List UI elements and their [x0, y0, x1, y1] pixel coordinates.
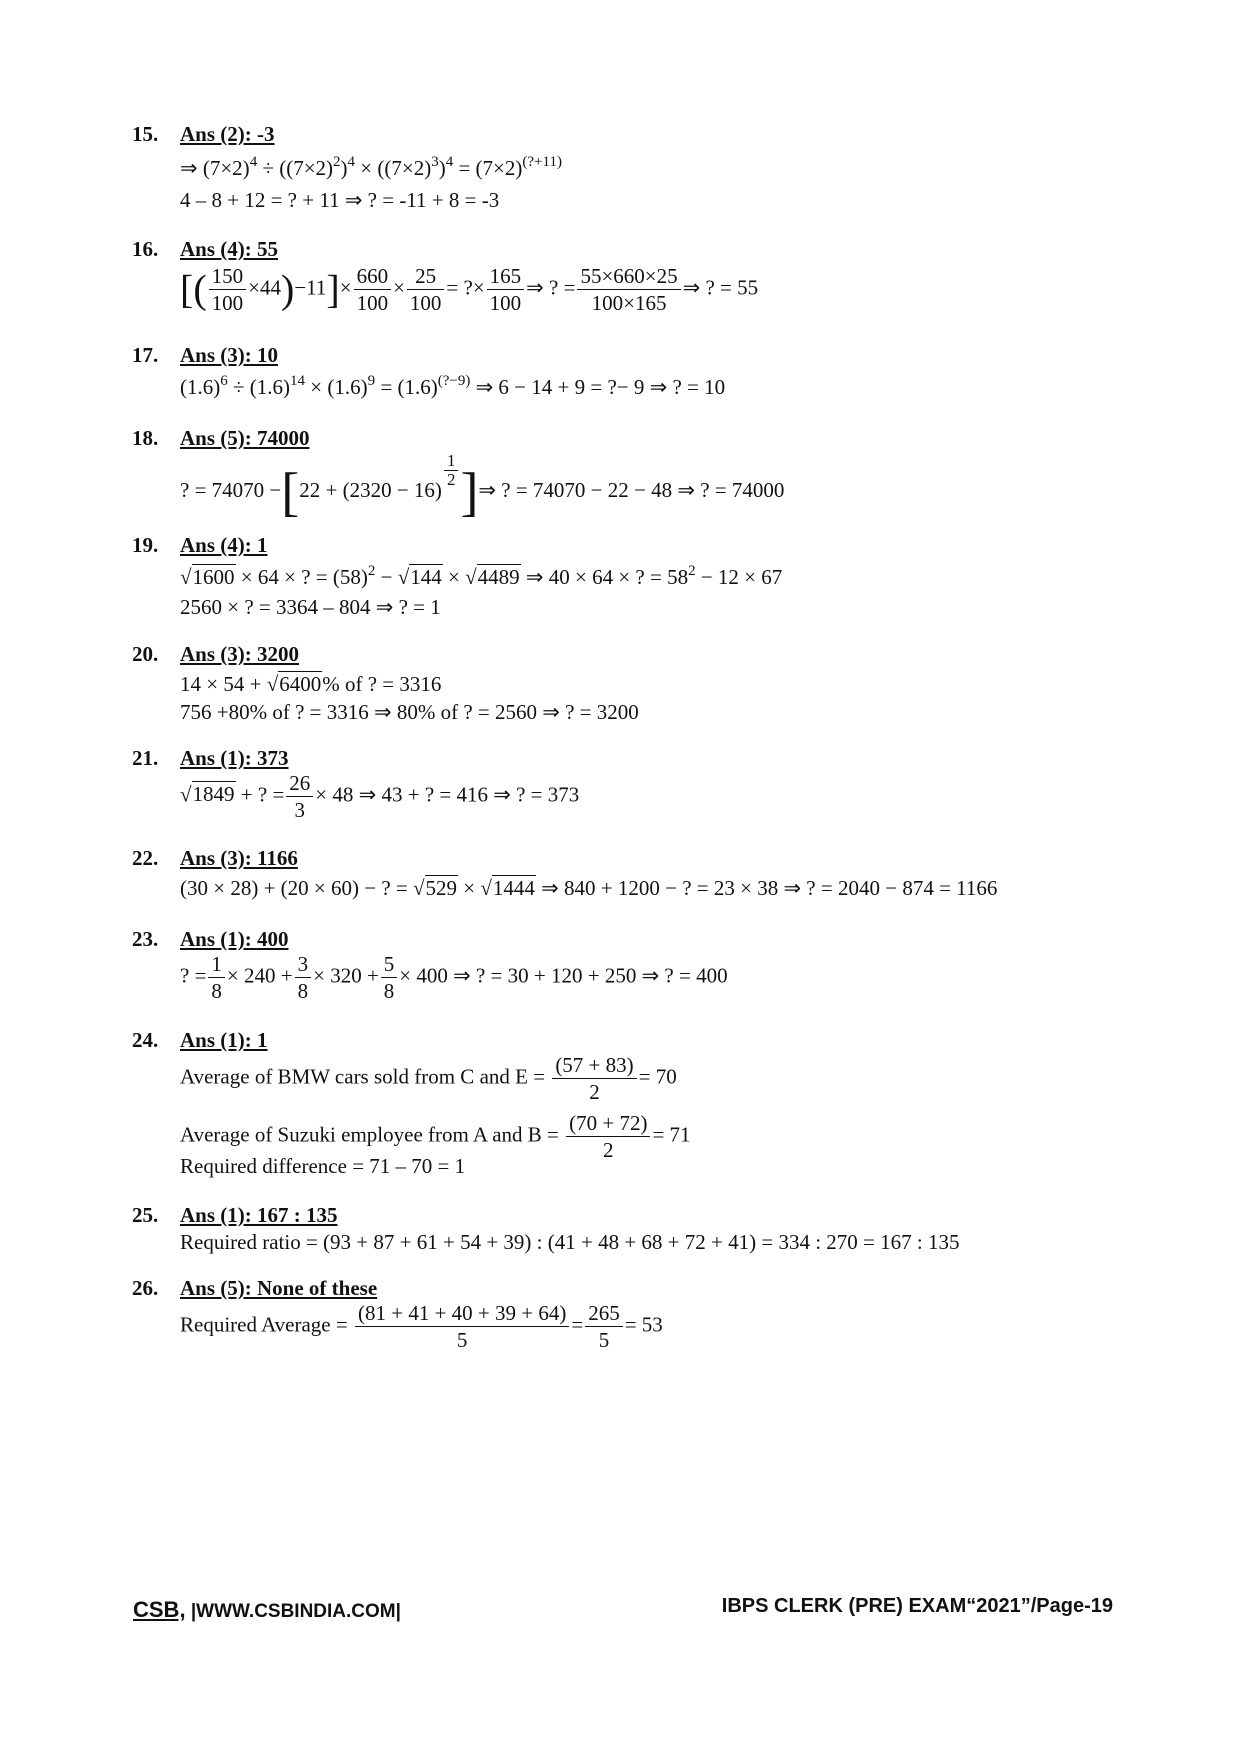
footer-exam-title: IBPS CLERK (PRE) EXAM“2021”/Page-19 — [721, 1595, 1113, 1617]
answer-heading: Ans (1): 373 — [180, 746, 289, 770]
question-number: 16. — [132, 237, 159, 261]
solution-line-1: Average of BMW cars sold from C and E = $\frac{(57 + 83)}{2}$ = 70 — [180, 1053, 677, 1104]
solution-line-1: $(1.6)^6 \div (1.6)^{14} \times (1.6)^9 = (1.6)^{(?-9)}$ ⇒ 6 − 14 + 9 = ?− 9 ⇒ ? = 10 — [180, 373, 726, 399]
solution-line-1: √1600 × 64 × ? = $(58)^2 - √144 \times √4489$ ⇒ 40 × 64 × ? = $58^2 - 12 \times 67$ — [180, 563, 783, 589]
answer-heading: Ans (4): 1 — [180, 533, 268, 557]
answer-heading: Ans (1): 400 — [180, 927, 289, 951]
solution-line-2: Average of Suzuki employee from A and B = $\frac{(70 + 72)}{2}$ = 71 — [180, 1111, 691, 1162]
question-number: 18. — [132, 426, 159, 450]
answer-heading: Ans (5): None of these — [180, 1276, 378, 1300]
solution-line-1: ? = 74070 −[22 + (2320 − 16) $\frac{1}{2}$ ]⇒ ? = 74070 − 22 − 48 ⇒ ? = 74000 — [180, 451, 785, 523]
answer-heading: Ans (3): 3200 — [180, 642, 299, 666]
solution-line-3: Required difference = 71 – 70 = 1 — [180, 1154, 466, 1178]
answer-heading: Ans (5): 74000 — [180, 426, 310, 450]
solution-line-1: [( $\frac{150}{100}$ ×44)−11]× $\frac{660}{100}$ × $\frac{25}{100}$ = ?× $\frac{165}{100}$ ⇒ ? = $\frac{55\times 660\times 25}{100\times 165}$ ⇒ ? = 55 — [180, 264, 759, 315]
solution-line-1: ⇒ $(7\times 2)^4 \div ((7\times 2)^2)^4 \times ((7\times 2)^3)^4 = (7\times 2)^{(?+11)}$ — [180, 154, 562, 180]
question-number: 15. — [132, 122, 159, 146]
solution-line-2: 756 +80% of ? = 3316 ⇒ 80% of ? = 2560 ⇒ ? = 3200 — [180, 700, 639, 724]
solution-line-1: Required Average = $\frac{(81 + 41 + 40 + 39 + 64)}{5}$ = $\frac{265}{5}$ = 53 — [180, 1301, 663, 1352]
solution-line-1: ? = $\frac{1}{8}$ × 240 + $\frac{3}{8}$ × 320 + $\frac{5}{8}$ × 400 ⇒ ? = 30 + 120 + 250 ⇒ ? = 400 — [180, 952, 728, 1003]
footer-brand — [133, 1597, 401, 1623]
question-number: 24. — [132, 1028, 159, 1052]
solution-line-1: (30 × 28) + (20 × 60) − ? = √529 × √1444 ⇒ 840 + 1200 − ? = 23 × 38 ⇒ ? = 2040 − 874 = 1166 — [180, 876, 998, 900]
solution-line-1: 14 × 54 + √6400% of ? = 3316 — [180, 672, 442, 696]
answer-heading: Ans (3): 1166 — [180, 846, 298, 870]
question-number: 19. — [132, 533, 159, 557]
solution-line-1: √1849 + ? = $\frac{26}{3}$ × 48 ⇒ 43 + ? = 416 ⇒ ? = 373 — [180, 771, 580, 822]
question-number: 22. — [132, 846, 159, 870]
question-number: 17. — [132, 343, 159, 367]
brand-logo: CSB, — [133, 1597, 186, 1622]
question-number: 23. — [132, 927, 159, 951]
solution-line-1: Required ratio = (93 + 87 + 61 + 54 + 39) : (41 + 48 + 68 + 72 + 41) = 334 : 270 = 167 : 135 — [180, 1230, 960, 1254]
question-number: 26. — [132, 1276, 159, 1300]
website-link: |WWW.CSBINDIA.COM| — [190, 1601, 401, 1622]
question-number: 20. — [132, 642, 159, 666]
answer-heading: Ans (4): 55 — [180, 237, 278, 261]
solution-line-2: 4 – 8 + 12 = ? + 11 ⇒ ? = -11 + 8 = -3 — [180, 188, 500, 212]
answer-heading: Ans (2): -3 — [180, 122, 275, 146]
solution-line-2: 2560 × ? = 3364 – 804 ⇒ ? = 1 — [180, 595, 441, 619]
answer-heading: Ans (1): 167 : 135 — [180, 1203, 338, 1227]
question-number: 21. — [132, 746, 159, 770]
answer-heading: Ans (1): 1 — [180, 1028, 268, 1052]
answer-heading: Ans (3): 10 — [180, 343, 278, 367]
question-number: 25. — [132, 1203, 159, 1227]
